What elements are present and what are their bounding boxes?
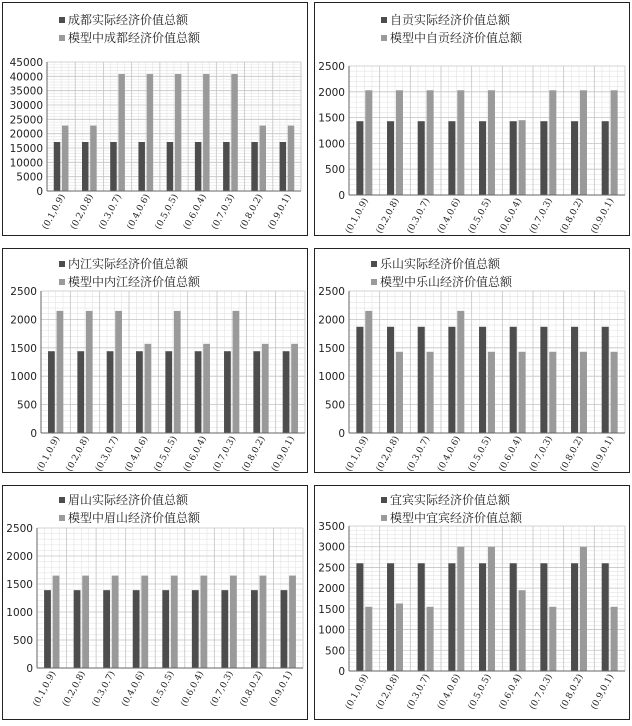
bar-model — [611, 352, 618, 433]
y-tick-label: 1500 — [6, 579, 33, 591]
y-tick-label: 3500 — [318, 521, 345, 533]
bar-model — [488, 547, 495, 671]
bar-actual — [602, 121, 609, 195]
y-tick-label: 2500 — [6, 523, 33, 535]
legend-label-model: 模型中成都经济价值总额 — [68, 31, 201, 45]
x-tick-label: (0.1,0.9) — [344, 196, 371, 236]
x-tick-label: (0.9,0.1) — [589, 434, 617, 474]
bar-actual — [602, 327, 609, 433]
bar-actual — [571, 121, 578, 195]
y-tick-label: 25000 — [9, 114, 43, 127]
bar-model — [580, 90, 587, 195]
x-tick-label: (0.9,0.1) — [589, 672, 617, 712]
bar-actual — [74, 590, 81, 668]
legend-label-actual: 乐山实际经济价值总额 — [380, 257, 501, 271]
bar-actual — [82, 142, 88, 191]
y-tick-label: 30000 — [9, 100, 43, 112]
bar-actual — [280, 142, 286, 191]
bar-actual — [224, 351, 231, 433]
bar-model — [53, 576, 60, 668]
bar-model — [203, 344, 210, 433]
bar-model — [427, 90, 434, 195]
y-tick-label: 1000 — [318, 138, 345, 151]
x-tick-label: (0.6,0.4) — [181, 192, 209, 232]
x-tick-label: (0.2,0.8) — [64, 434, 92, 474]
x-tick-label: (0.5,0.5) — [152, 434, 180, 474]
x-tick-label: (0.3,0.7) — [405, 672, 433, 712]
bar-model — [457, 311, 464, 433]
y-tick-label: 2500 — [318, 286, 345, 298]
y-tick-label: 2000 — [318, 86, 345, 99]
bar-model — [611, 90, 618, 195]
bar-actual — [107, 351, 114, 433]
bar-model — [519, 120, 526, 195]
x-tick-label: (0.1,0.9) — [31, 669, 59, 709]
y-tick-label: 45000 — [9, 57, 43, 69]
bar-chart-leshan — [315, 249, 631, 474]
x-tick-label: (0.2,0.8) — [374, 672, 402, 712]
x-tick-label: (0.7,0.3) — [528, 196, 555, 236]
y-tick-label: 0 — [338, 666, 345, 678]
x-tick-label: (0.1,0.9) — [344, 434, 371, 474]
x-tick-label: (0.9,0.1) — [589, 196, 617, 236]
bar-model — [82, 576, 89, 668]
bar-model — [396, 352, 403, 433]
bar-actual — [251, 590, 258, 668]
x-tick-label: (0.5,0.5) — [466, 434, 494, 474]
bar-actual — [510, 563, 517, 671]
y-tick-label: 2500 — [318, 61, 345, 73]
bar-actual — [571, 327, 578, 433]
legend-label-model: 模型中宜宾经济价值总额 — [390, 511, 523, 525]
x-tick-label: (0.6,0.4) — [182, 434, 209, 474]
bar-actual — [103, 590, 110, 668]
bar-chart-neijiang — [3, 249, 309, 474]
bar-actual — [162, 590, 169, 668]
bar-model — [365, 607, 372, 671]
bar-model — [112, 576, 119, 668]
y-tick-label: 500 — [12, 635, 33, 647]
x-tick-label: (0.4,0.6) — [436, 196, 463, 236]
bar-actual — [54, 142, 60, 191]
bar-actual — [540, 327, 547, 433]
bar-model — [260, 576, 267, 668]
x-tick-label: (0.5,0.5) — [466, 672, 494, 712]
x-tick-label: (0.1,0.9) — [35, 434, 63, 474]
bar-model — [396, 90, 403, 195]
x-tick-label: (0.7,0.3) — [528, 672, 555, 712]
bar-actual — [356, 563, 363, 671]
bar-model — [141, 576, 148, 668]
y-tick-label: 3000 — [318, 541, 345, 554]
bar-model — [549, 352, 556, 433]
bar-actual — [418, 327, 425, 433]
bar-actual — [110, 142, 116, 191]
x-tick-label: (0.8,0.2) — [238, 669, 266, 709]
y-tick-label: 15000 — [9, 143, 43, 155]
x-tick-label: (0.3,0.7) — [90, 669, 118, 709]
x-tick-label: (0.7,0.3) — [528, 434, 555, 474]
y-tick-label: 1500 — [318, 112, 345, 125]
bar-model — [260, 126, 266, 191]
bar-actual — [48, 351, 55, 433]
chart-panel-meishan — [2, 485, 308, 720]
y-tick-label: 500 — [324, 645, 345, 658]
y-tick-label: 1000 — [318, 624, 345, 637]
bar-model — [90, 126, 96, 191]
bar-actual — [479, 327, 486, 433]
chart-panel-zigong — [314, 2, 630, 236]
bar-actual — [571, 563, 578, 671]
x-tick-label: (0.5,0.5) — [149, 669, 177, 709]
bar-model — [365, 311, 372, 433]
bar-model — [457, 547, 464, 671]
y-tick-label: 5000 — [16, 171, 43, 184]
y-tick-label: 1500 — [318, 603, 345, 616]
bar-actual — [223, 142, 229, 191]
y-tick-label: 0 — [26, 663, 33, 675]
legend-label-model: 模型中内江经济价值总额 — [68, 275, 201, 289]
bar-model — [115, 311, 122, 433]
bar-model — [396, 603, 403, 671]
bar-chart-meishan — [3, 486, 309, 721]
bar-model — [580, 547, 587, 671]
x-tick-label: (0.8,0.2) — [558, 196, 586, 236]
y-tick-label: 2500 — [10, 286, 37, 298]
x-tick-label: (0.1,0.9) — [40, 192, 68, 232]
bar-actual — [356, 327, 363, 433]
bar-actual — [448, 327, 455, 433]
bar-model — [147, 74, 153, 191]
x-tick-label: (0.4,0.6) — [436, 434, 463, 474]
x-tick-label: (0.1,0.9) — [344, 672, 371, 712]
bar-actual — [221, 590, 228, 668]
bar-actual — [418, 121, 425, 195]
bar-actual — [195, 351, 202, 433]
bar-model — [519, 352, 526, 433]
bar-model — [200, 576, 207, 668]
bar-model — [62, 126, 68, 191]
bar-chart-chengdu — [3, 3, 309, 237]
x-tick-label: (0.6,0.4) — [497, 434, 525, 474]
bar-model — [230, 576, 237, 668]
bar-model — [611, 607, 618, 671]
bar-model — [519, 590, 526, 671]
x-tick-label: (0.5,0.5) — [153, 192, 181, 232]
x-tick-label: (0.2,0.8) — [61, 669, 88, 709]
y-tick-label: 1500 — [10, 342, 37, 355]
x-tick-label: (0.6,0.4) — [497, 672, 525, 712]
legend-label-model: 模型中乐山经济价值总额 — [380, 275, 513, 289]
legend-label-actual: 自贡实际经济价值总额 — [390, 13, 511, 27]
bar-actual — [418, 563, 425, 671]
y-tick-label: 20000 — [9, 128, 43, 141]
bar-model — [86, 311, 93, 433]
y-tick-label: 1000 — [6, 607, 33, 619]
bar-model — [580, 352, 587, 433]
x-tick-label: (0.8,0.2) — [558, 672, 586, 712]
bar-model — [203, 74, 209, 191]
bar-actual — [44, 590, 51, 668]
x-tick-label: (0.9,0.1) — [266, 192, 294, 232]
bar-actual — [479, 563, 486, 671]
bar-actual — [448, 563, 455, 671]
y-tick-label: 10000 — [9, 157, 43, 170]
bar-model — [549, 607, 556, 671]
bar-model — [291, 344, 298, 433]
bar-model — [171, 576, 178, 668]
bar-actual — [387, 563, 394, 671]
legend-label-model: 模型中眉山经济价值总额 — [68, 511, 201, 525]
bar-actual — [540, 563, 547, 671]
bar-model — [174, 311, 181, 433]
bar-actual — [77, 351, 84, 433]
x-tick-label: (0.2,0.8) — [374, 196, 402, 236]
x-tick-label: (0.4,0.6) — [120, 669, 148, 709]
chart-panel-yibin — [314, 485, 630, 720]
y-tick-label: 2000 — [318, 583, 345, 596]
x-tick-label: (0.4,0.6) — [436, 672, 463, 712]
x-tick-label: (0.4,0.6) — [123, 434, 151, 474]
bar-model — [57, 311, 64, 433]
bar-actual — [387, 121, 394, 195]
bar-model — [175, 74, 181, 191]
bar-actual — [510, 121, 517, 195]
x-tick-label: (0.8,0.2) — [240, 434, 268, 474]
x-tick-label: (0.8,0.2) — [238, 192, 266, 232]
x-tick-label: (0.4,0.6) — [125, 192, 153, 232]
bar-model — [549, 90, 556, 195]
x-tick-label: (0.6,0.4) — [179, 669, 207, 709]
bar-actual — [192, 590, 199, 668]
x-tick-label: (0.2,0.8) — [69, 192, 96, 232]
y-tick-label: 2000 — [10, 314, 37, 327]
y-tick-label: 1000 — [318, 371, 345, 384]
bar-actual — [195, 142, 201, 191]
bar-actual — [138, 142, 144, 191]
y-tick-label: 500 — [16, 399, 37, 412]
bar-actual — [281, 590, 288, 668]
y-tick-label: 2500 — [318, 562, 345, 575]
bar-model — [288, 126, 294, 191]
y-tick-label: 35000 — [9, 85, 43, 98]
y-tick-label: 0 — [338, 190, 345, 202]
bar-actual — [510, 327, 517, 433]
bar-actual — [479, 121, 486, 195]
bar-actual — [356, 121, 363, 195]
y-tick-label: 0 — [30, 428, 37, 440]
bar-actual — [253, 351, 260, 433]
legend-label-actual: 成都实际经济价值总额 — [68, 13, 189, 27]
y-tick-label: 0 — [36, 186, 43, 198]
bar-actual — [602, 563, 609, 671]
y-tick-label: 500 — [324, 164, 345, 177]
x-tick-label: (0.3,0.7) — [94, 434, 121, 474]
legend-label-actual: 内江实际经济价值总额 — [68, 257, 189, 271]
y-tick-label: 1500 — [318, 342, 345, 355]
bar-actual — [133, 590, 140, 668]
legend-label-actual: 眉山实际经济价值总额 — [68, 493, 189, 507]
bar-model — [365, 90, 372, 195]
x-tick-label: (0.7,0.3) — [210, 192, 238, 232]
bar-model — [145, 344, 152, 433]
bar-model — [457, 90, 464, 195]
bar-model — [233, 311, 240, 433]
legend-label-model: 模型中自贡经济价值总额 — [390, 31, 523, 45]
bar-actual — [283, 351, 290, 433]
bar-actual — [165, 351, 172, 433]
bar-actual — [167, 142, 173, 191]
y-tick-label: 500 — [324, 399, 345, 412]
bar-model — [262, 344, 269, 433]
bar-model — [231, 74, 237, 191]
x-tick-label: (0.3,0.7) — [405, 434, 433, 474]
y-tick-label: 2000 — [318, 314, 345, 327]
x-tick-label: (0.6,0.4) — [497, 196, 525, 236]
x-tick-label: (0.9,0.1) — [267, 669, 295, 709]
bar-model — [118, 74, 124, 191]
y-tick-label: 0 — [338, 428, 345, 440]
bar-chart-zigong — [315, 3, 631, 237]
x-tick-label: (0.3,0.7) — [405, 196, 433, 236]
bar-actual — [540, 121, 547, 195]
bar-actual — [448, 121, 455, 195]
x-tick-label: (0.9,0.1) — [270, 434, 297, 474]
x-tick-label: (0.5,0.5) — [466, 196, 494, 236]
y-tick-label: 40000 — [9, 71, 43, 84]
bar-actual — [136, 351, 143, 433]
bar-actual — [387, 327, 394, 433]
bar-actual — [251, 142, 257, 191]
x-tick-label: (0.3,0.7) — [97, 192, 125, 232]
x-tick-label: (0.7,0.3) — [208, 669, 236, 709]
chart-panel-chengdu — [2, 2, 308, 236]
bar-model — [488, 90, 495, 195]
y-tick-label: 1000 — [10, 371, 37, 384]
bar-model — [427, 607, 434, 671]
x-tick-label: (0.7,0.3) — [211, 434, 239, 474]
bar-chart-yibin — [315, 486, 631, 721]
bar-model — [488, 352, 495, 433]
y-tick-label: 2000 — [6, 551, 33, 563]
chart-panel-neijiang — [2, 248, 308, 473]
chart-panel-leshan — [314, 248, 630, 473]
x-tick-label: (0.2,0.8) — [374, 434, 402, 474]
bar-model — [427, 352, 434, 433]
legend-label-actual: 宜宾实际经济价值总额 — [390, 493, 511, 507]
bar-model — [289, 576, 296, 668]
x-tick-label: (0.8,0.2) — [558, 434, 586, 474]
